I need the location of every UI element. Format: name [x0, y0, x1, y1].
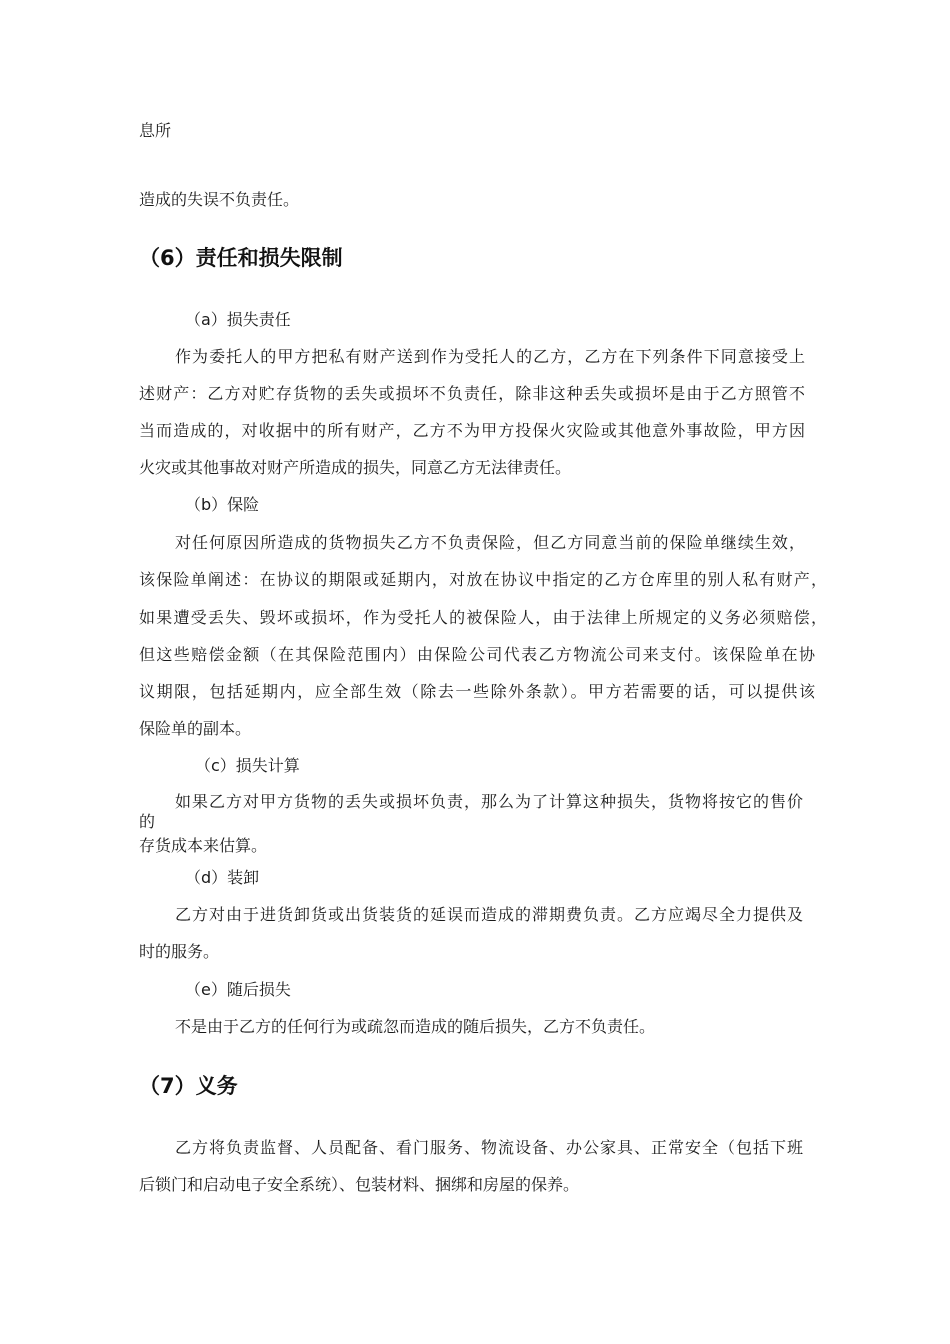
text-line: 造成的失误不负责任。 [139, 190, 300, 209]
paragraph-line: 如果乙方对甲方货物的丢失或损坏负责，那么为了计算这种损失，货物将按它的售价 [175, 792, 803, 811]
paragraph-line: 乙方对由于进货卸货或出货装货的延误而造成的滞期费负责。乙方应竭尽全力提供及 [175, 905, 803, 924]
paragraph-line: 该保险单阐述：在协议的期限或延期内，对放在协议中指定的乙方仓库里的别人私有财产， [139, 570, 827, 589]
paragraph-line: 作为委托人的甲方把私有财产送到作为受托人的乙方，乙方在下列条件下同意接受上 [175, 347, 805, 366]
section-heading-7: （7）义务 [139, 1074, 238, 1098]
paragraph-line: 议期限，包括延期内，应全部生效（除去一些除外条款）。甲方若需要的话，可以提供该 [139, 682, 815, 701]
paragraph-line: 存货成本来估算。 [139, 836, 268, 855]
paragraph-line: 如果遭受丢失、毁坏或损坏，作为受托人的被保险人，由于法律上所规定的义务必须赔偿， [139, 608, 827, 627]
paragraph-line: 不是由于乙方的任何行为或疏忽而造成的随后损失，乙方不负责任。 [175, 1017, 656, 1036]
paragraph-line: 但这些赔偿金额（在其保险范围内）由保险公司代表乙方物流公司来支付。该保险单在协 [139, 645, 815, 664]
subsection-label-d: （d）装卸 [185, 868, 260, 887]
paragraph-line: 时的服务。 [139, 942, 220, 961]
subsection-label-c: （c）损失计算 [195, 756, 300, 775]
paragraph-line: 当而造成的，对收据中的所有财产，乙方不为甲方投保火灾险或其他意外事故险，甲方因 [139, 421, 805, 440]
subsection-label-e: （e）随后损失 [185, 980, 291, 999]
subsection-label-a: （a）损失责任 [185, 310, 291, 329]
paragraph-line: 的 [139, 812, 156, 831]
paragraph-line: 述财产：乙方对贮存货物的丢失或损坏不负责任，除非这种丢失或损坏是由于乙方照管不 [139, 384, 805, 403]
paragraph-line: 后锁门和启动电子安全系统）、包装材料、捆绑和房屋的保养。 [139, 1175, 580, 1194]
text-line: 息所 [139, 121, 172, 140]
paragraph-line: 对任何原因所造成的货物损失乙方不负责保险，但乙方同意当前的保险单继续生效， [175, 533, 805, 552]
section-heading-6: （6）责任和损失限制 [139, 246, 343, 270]
subsection-label-b: （b）保险 [185, 495, 260, 514]
paragraph-line: 乙方将负责监督、人员配备、看门服务、物流设备、办公家具、正常安全（包括下班 [175, 1138, 803, 1157]
paragraph-line: 火灾或其他事故对财产所造成的损失，同意乙方无法律责任。 [139, 458, 572, 477]
paragraph-line: 保险单的副本。 [139, 719, 252, 738]
